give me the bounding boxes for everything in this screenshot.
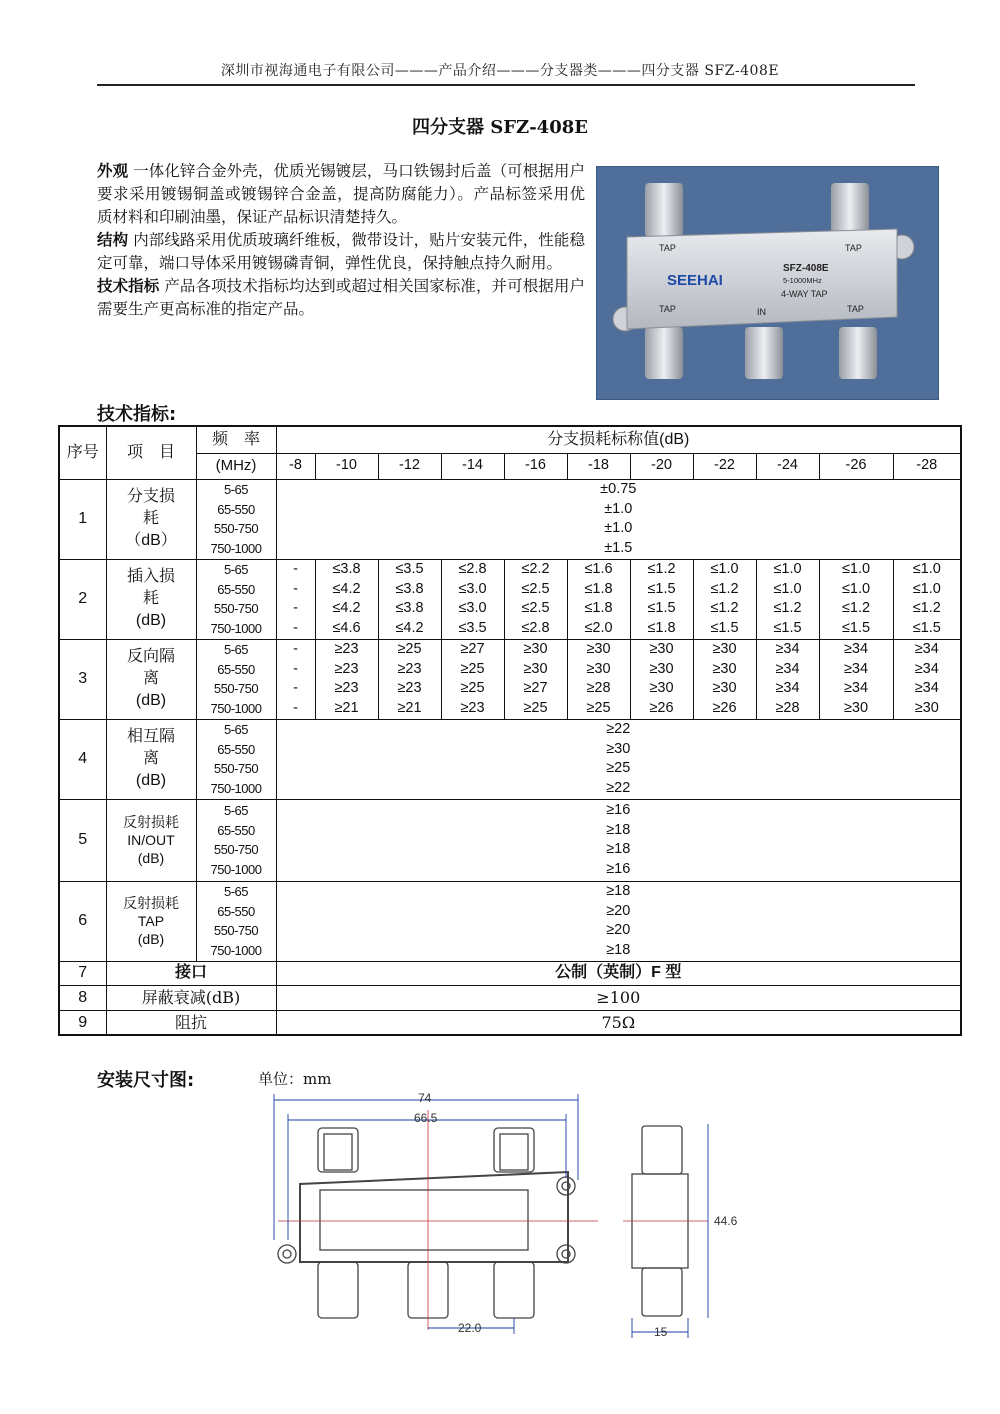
value: ≤1.2 — [647, 561, 676, 577]
value: ≤4.2 — [332, 580, 361, 597]
photo-label-tap-3: TAP — [659, 304, 676, 314]
tap-header: -14 — [441, 453, 504, 479]
tap-value-cell — [567, 639, 630, 719]
tap-value-cell — [378, 559, 441, 639]
tap-header: -8 — [276, 453, 315, 479]
value: ≥28 — [586, 680, 611, 696]
tap-header: -22 — [693, 453, 756, 479]
value: ≥25 — [397, 641, 422, 657]
value: ≥34 — [914, 660, 939, 677]
value: ≥25 — [523, 699, 548, 716]
tap-header: -16 — [504, 453, 567, 479]
table-row — [59, 961, 961, 985]
freq-cell — [196, 719, 276, 799]
value: ≤2.8 — [521, 619, 550, 636]
value: ≥30 — [712, 641, 737, 657]
tap-value-cell — [756, 559, 819, 639]
tap-value-cell — [315, 559, 378, 639]
freq-band: 65-550 — [217, 581, 255, 597]
appearance-label: 外观 — [97, 162, 129, 180]
value: ≥28 — [775, 699, 800, 716]
photo-label-tap-2: TAP — [845, 243, 862, 253]
merged-values — [276, 881, 961, 961]
freq-band: 750-1000 — [210, 540, 262, 556]
dim-inner: 66.5 — [414, 1111, 438, 1125]
freq-band: 550-750 — [213, 761, 259, 776]
photo-range: 5-1000MHz — [783, 276, 822, 285]
table-row — [59, 881, 961, 961]
row-item-unit: (dB) — [135, 772, 167, 789]
value: ≥30 — [712, 660, 737, 677]
value: - — [293, 680, 298, 696]
value: ±0.75 — [600, 481, 637, 497]
row-item — [106, 639, 196, 719]
value: ≥22 — [606, 721, 631, 737]
value: ≥23 — [334, 660, 359, 677]
value: ≥16 — [606, 860, 631, 877]
tap-header: -20 — [630, 453, 693, 479]
header-freq: 频 率 — [196, 426, 276, 453]
structure-label: 结构 — [97, 231, 129, 249]
tap-value-cell — [504, 639, 567, 719]
value: ±1.5 — [604, 539, 633, 556]
product-photo — [596, 166, 939, 400]
value: ≤1.0 — [841, 561, 871, 577]
value: ≤3.0 — [458, 600, 487, 616]
value: ≥30 — [914, 699, 939, 716]
freq-band: 5-65 — [223, 884, 249, 899]
value: ≤3.5 — [458, 619, 487, 636]
value: ≥30 — [649, 680, 674, 696]
value: ≥26 — [649, 699, 674, 716]
value: ≥34 — [914, 641, 939, 657]
value: ≤1.8 — [584, 600, 613, 616]
value: ≥23 — [334, 680, 359, 696]
merged-values — [276, 719, 961, 799]
value: ≤1.0 — [710, 561, 739, 577]
value: - — [293, 619, 298, 636]
tap-value-cell — [441, 559, 504, 639]
value: ≤2.8 — [458, 561, 487, 577]
install-unit: 单位：mm — [258, 1070, 332, 1088]
value: ≤4.2 — [332, 600, 361, 616]
freq-band: 750-1000 — [210, 780, 262, 796]
row-item-label: 反射损耗 — [123, 814, 179, 830]
value: ≥30 — [586, 641, 611, 657]
tap-value-cell — [567, 559, 630, 639]
value: ≥30 — [523, 641, 548, 657]
value: ≥30 — [712, 680, 737, 696]
value: ≥16 — [606, 802, 631, 818]
dimension-drawing — [268, 1090, 738, 1342]
splitter-illustration — [597, 167, 938, 399]
value: - — [293, 641, 298, 657]
value: ≤1.5 — [710, 619, 739, 636]
value: ≤3.5 — [395, 561, 424, 577]
value: ≥18 — [606, 841, 631, 857]
tap-value-cell — [693, 639, 756, 719]
value: ≤1.5 — [912, 619, 941, 636]
spec-table — [58, 425, 962, 1036]
port-bottom-in — [745, 327, 783, 379]
row-item — [106, 559, 196, 639]
row-number: 7 — [59, 961, 106, 985]
value: ≥27 — [460, 641, 485, 657]
row-item: 接口 — [106, 961, 276, 985]
value: ≥21 — [334, 699, 359, 716]
port-bottom-right — [839, 327, 877, 379]
freq-band: 550-750 — [213, 681, 259, 696]
tap-value-cell — [276, 559, 315, 639]
interface-value: 公制（英制）F 型 — [276, 961, 961, 985]
value: ≥18 — [606, 941, 631, 958]
value: ≥21 — [397, 699, 422, 716]
freq-cell — [196, 479, 276, 559]
value: ≤2.5 — [521, 580, 550, 597]
value: ≤1.0 — [912, 561, 941, 577]
row-item-unit: （dB） — [125, 532, 177, 549]
value: - — [293, 580, 298, 597]
row-item-label: 反向隔离 — [126, 648, 175, 687]
value: ≥20 — [606, 922, 631, 938]
value: ≥20 — [606, 902, 631, 919]
freq-band: 65-550 — [217, 822, 255, 838]
value: ≥34 — [843, 680, 869, 696]
value: ≥25 — [606, 760, 631, 776]
value: ≤4.6 — [332, 619, 361, 636]
tap-value-cell — [756, 639, 819, 719]
value: ≥34 — [775, 641, 800, 657]
freq-band: 750-1000 — [210, 942, 262, 958]
freq-band: 550-750 — [213, 842, 259, 857]
dim-height: 44.6 — [714, 1214, 738, 1228]
row-number: 5 — [59, 799, 106, 881]
freq-band: 5-65 — [223, 803, 249, 818]
spec-section-title: 技术指标: — [97, 404, 177, 425]
value: ≤3.8 — [332, 561, 361, 577]
photo-label-tap-1: TAP — [659, 243, 676, 253]
value: ≤2.0 — [584, 619, 613, 636]
value: ≤1.5 — [647, 600, 676, 616]
row-item-unit: (dB) — [135, 612, 167, 629]
tech-label: 技术指标 — [97, 277, 160, 295]
row-item: 阻抗 — [106, 1010, 276, 1035]
table-row — [59, 559, 961, 639]
center-lines — [278, 1110, 708, 1330]
tap-value-cell — [693, 559, 756, 639]
value: ≥30 — [649, 660, 674, 677]
dim-overall: 74 — [418, 1091, 432, 1105]
tap-header: -28 — [893, 453, 961, 479]
value: ≤1.8 — [647, 619, 676, 636]
row-item-unit: (dB) — [137, 850, 165, 866]
row-item-label: 分支损耗 — [126, 488, 175, 527]
photo-type: 4-WAY TAP — [781, 289, 828, 299]
freq-cell — [196, 881, 276, 961]
value: ≥26 — [712, 699, 737, 716]
photo-label-in: IN — [757, 307, 766, 317]
port-top-right — [831, 183, 869, 237]
tap-value-cell — [819, 559, 893, 639]
freq-band: 550-750 — [213, 521, 259, 536]
port-top-left — [645, 183, 683, 237]
dimension-lines — [274, 1094, 708, 1338]
value: ≤1.5 — [773, 619, 802, 636]
row-number: 6 — [59, 881, 106, 961]
value: ≥34 — [914, 680, 939, 696]
photo-label-tap-4: TAP — [847, 304, 864, 314]
value: ≤3.8 — [395, 580, 424, 597]
row-item-sub: IN/OUT — [127, 832, 175, 848]
value: ≥25 — [460, 680, 485, 696]
table-row — [59, 1010, 961, 1035]
front-view — [278, 1128, 575, 1318]
value: ≥30 — [843, 699, 869, 716]
shielding-value: ≥100 — [276, 985, 961, 1010]
freq-band: 5-65 — [223, 482, 249, 497]
row-number: 9 — [59, 1010, 106, 1035]
row-number: 2 — [59, 559, 106, 639]
value: ≥25 — [586, 699, 611, 716]
freq-band: 65-550 — [217, 661, 255, 677]
freq-band: 65-550 — [217, 903, 255, 919]
value: ≤1.5 — [841, 619, 871, 636]
value: ≤3.0 — [458, 580, 487, 597]
tap-header: -18 — [567, 453, 630, 479]
structure-text: 内部线路采用优质玻璃纤维板，微带设计，贴片安装元件，性能稳定可靠，端口导体采用镀锡磷青铜，弹性优良，保持触点持久耐用。 — [97, 231, 585, 272]
tap-value-cell — [378, 639, 441, 719]
freq-band: 5-65 — [223, 642, 249, 657]
value: ≤1.2 — [841, 600, 871, 616]
row-item-sub: TAP — [137, 913, 165, 929]
tap-header: -10 — [315, 453, 378, 479]
value: ≥25 — [460, 660, 485, 677]
value: ≤1.2 — [710, 600, 739, 616]
header-nominal: 分支损耗标称值(dB) — [276, 426, 961, 453]
value: ≤1.2 — [710, 580, 739, 597]
row-item — [106, 479, 196, 559]
row-item — [106, 799, 196, 881]
value: ≤1.6 — [584, 561, 613, 577]
value: ≥34 — [843, 641, 869, 657]
value: ≥30 — [649, 641, 674, 657]
dim-depth: 15 — [654, 1325, 668, 1339]
row-item-label: 反射损耗 — [123, 895, 179, 911]
value: ≤4.2 — [395, 619, 424, 636]
table-row — [59, 985, 961, 1010]
value: ≤1.0 — [773, 561, 802, 577]
port-bottom-left — [645, 327, 683, 379]
install-title: 安装尺寸图: — [97, 1070, 195, 1091]
freq-band: 750-1000 — [210, 861, 262, 877]
table-row — [59, 639, 961, 719]
value: ≥34 — [775, 680, 800, 696]
header-item: 项 目 — [106, 426, 196, 479]
row-number: 4 — [59, 719, 106, 799]
tap-value-cell — [819, 639, 893, 719]
value: ≤1.0 — [773, 580, 802, 597]
tap-value-cell — [893, 639, 961, 719]
value: ±1.0 — [604, 500, 633, 517]
freq-band: 550-750 — [213, 923, 259, 938]
table-row — [59, 719, 961, 799]
row-item-unit: (dB) — [137, 931, 165, 947]
freq-band: 750-1000 — [210, 620, 262, 636]
row-item — [106, 719, 196, 799]
row-item — [106, 881, 196, 961]
table-row — [59, 799, 961, 881]
row-item-label: 插入损耗 — [126, 568, 175, 607]
value: ≤1.8 — [584, 580, 613, 597]
value: ≥23 — [334, 641, 359, 657]
freq-band: 65-550 — [217, 741, 255, 757]
value: ≥22 — [606, 779, 631, 796]
value: ≥18 — [606, 821, 631, 838]
value: ≥34 — [775, 660, 800, 677]
tap-value-cell — [893, 559, 961, 639]
value: ≥30 — [606, 740, 631, 757]
impedance-value: 75Ω — [276, 1010, 961, 1035]
photo-model: SFZ-408E — [783, 263, 829, 274]
value: ≥23 — [397, 660, 422, 677]
header-seq: 序号 — [59, 426, 106, 479]
freq-band: 65-550 — [217, 501, 255, 517]
tap-header: -26 — [819, 453, 893, 479]
value: ±1.0 — [604, 520, 633, 536]
dim-pitch: 22.0 — [458, 1321, 482, 1335]
tap-header: -12 — [378, 453, 441, 479]
value: - — [293, 699, 298, 716]
freq-cell — [196, 639, 276, 719]
freq-band: 5-65 — [223, 562, 249, 577]
value: ≤1.2 — [773, 600, 802, 616]
tap-value-cell — [441, 639, 504, 719]
value: ≥27 — [523, 680, 548, 696]
appearance-text: 一体化锌合金外壳，优质光锡镀层，马口铁锡封后盖（可根据用户要求采用镀锡铜盖或镀锡锌合金盖，提高防腐能力）。产品标签采用优质材料和印刷油墨，保证产品标识清楚持久。 — [97, 162, 585, 226]
header-rule — [97, 84, 915, 86]
value: - — [293, 561, 298, 577]
merged-values — [276, 479, 961, 559]
page-header: 深圳市视海通电子有限公司———产品介绍———分支器类———四分支器 SFZ-408E — [220, 63, 780, 79]
value: ≤3.8 — [395, 600, 424, 616]
value: ≤2.2 — [521, 561, 550, 577]
freq-band: 750-1000 — [210, 700, 262, 716]
freq-cell — [196, 559, 276, 639]
value: ≥23 — [397, 680, 422, 696]
value: ≥30 — [523, 660, 548, 677]
value: ≥30 — [586, 660, 611, 677]
value: ≥18 — [606, 883, 631, 899]
value: ≥23 — [460, 699, 485, 716]
value: - — [293, 660, 298, 677]
header-freq-unit: (MHz) — [196, 453, 276, 479]
merged-values — [276, 799, 961, 881]
freq-band: 550-750 — [213, 601, 259, 616]
value: ≤1.0 — [841, 580, 871, 597]
row-number: 1 — [59, 479, 106, 559]
tap-value-cell — [276, 639, 315, 719]
row-item: 屏蔽衰减(dB) — [106, 985, 276, 1010]
photo-brand: SEEHAI — [667, 272, 723, 289]
value: ≤1.5 — [647, 580, 676, 597]
value: ≥34 — [843, 660, 869, 677]
freq-cell — [196, 799, 276, 881]
freq-band: 5-65 — [223, 722, 249, 737]
tap-value-cell — [630, 559, 693, 639]
value: ≤1.2 — [912, 600, 941, 616]
tap-value-cell — [504, 559, 567, 639]
table-row — [59, 479, 961, 559]
row-number: 3 — [59, 639, 106, 719]
value: - — [293, 600, 298, 616]
row-number: 8 — [59, 985, 106, 1010]
tap-value-cell — [315, 639, 378, 719]
tap-header: -24 — [756, 453, 819, 479]
value: ≤1.0 — [912, 580, 941, 597]
row-item-unit: (dB) — [135, 692, 167, 709]
page-title: 四分支器 SFZ-408E — [412, 117, 588, 138]
tap-value-cell — [630, 639, 693, 719]
row-item-label: 相互隔离 — [126, 728, 175, 767]
tech-text: 产品各项技术指标均达到或超过相关国家标准，并可根据用户需要生产更高标准的指定产品。 — [97, 277, 585, 318]
product-description — [97, 160, 585, 321]
value: ≤2.5 — [521, 600, 550, 616]
